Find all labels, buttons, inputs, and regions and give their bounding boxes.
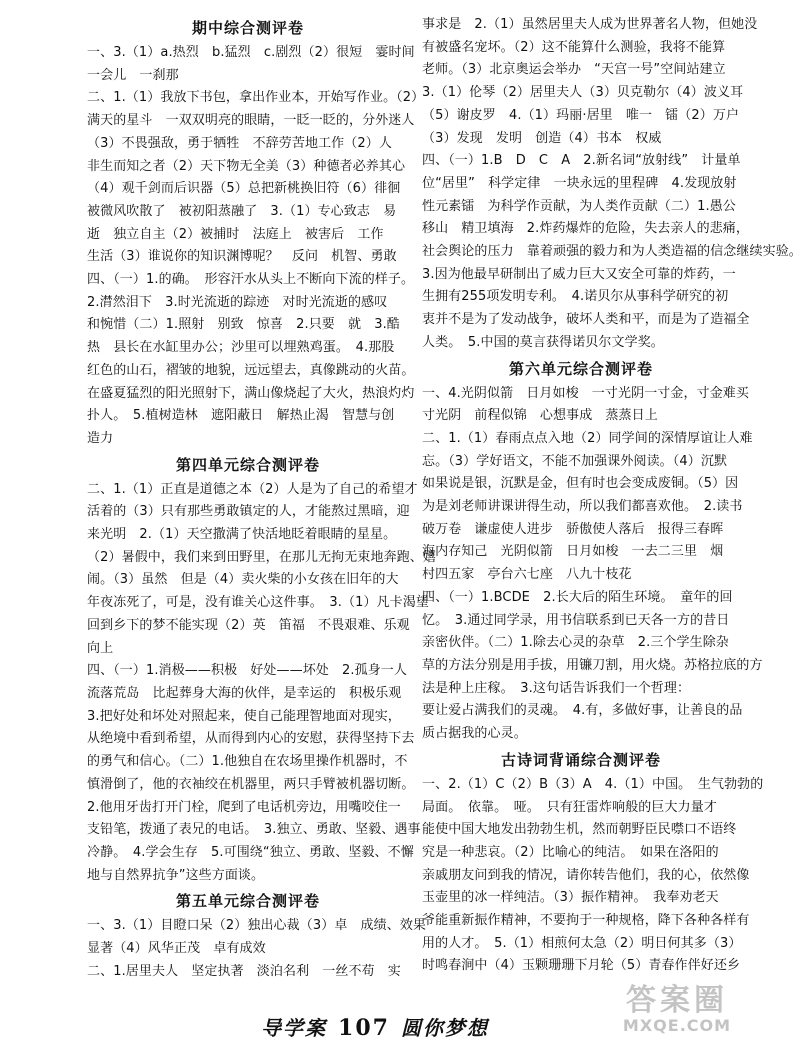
section-title: 古诗词背诵综合测评卷 <box>500 750 661 769</box>
answer-line: 亲戚朋友问到我的情况，请你转告他们，我的心，依然像 <box>422 867 750 883</box>
answer-line: 忘。（3）学好语文，不能不加强课外阅读。（4）沉默 <box>422 453 728 469</box>
answer-line: 质占据我的心灵。 <box>422 726 527 742</box>
answer-line: 局面。 依靠。 哑。 只有狂雷炸响般的巨大力量才 <box>422 799 717 815</box>
answer-line: 生拥有255项发明专利。 4.诺贝尔从事科学研究的初 <box>422 289 729 305</box>
answer-line: 法是种上庄稼。 3.这句话告诉我们一个哲理： <box>422 680 691 696</box>
answer-line: 地与自然界抗争”这些方面谈。 <box>87 867 265 883</box>
answer-line: 有被盛名宠坏。（2）这不能算什么测验，我将不能算 <box>422 39 726 55</box>
answer-line: 草的方法分别是用手拔，用镰刀割，用火烧。苏格拉底的方 <box>422 657 763 673</box>
answer-line: 四、（一）1.消极——积极 好处——坏处 2.孤身一人 <box>87 663 408 679</box>
answer-line: 3.因为他最早研制出了威力巨大又安全可靠的炸药，一 <box>422 266 736 282</box>
footer-left-text: 导学案 <box>261 1016 328 1040</box>
page-number: 107 <box>338 1015 390 1041</box>
answer-line: 3.把好处和坏处对照起来，使自己能理智地面对现实， <box>87 708 401 724</box>
answer-line: 冷静。 4.学会生存 5.可围绕“独立、勇敢、坚毅、不懈 <box>87 844 414 860</box>
section-title: 期中综合测评卷 <box>191 19 304 37</box>
answer-line: 爷能重新振作精神，不要拘于一种规格，降下各种各样有 <box>422 913 750 929</box>
answer-line: 人类。 5.中国的莫言获得诺贝尔文学奖。 <box>422 334 664 350</box>
answer-line: 慎滑倒了，他的衣袖绞在机器里，两只手臂被机器切断。 <box>87 776 415 792</box>
answer-line: 造力 <box>87 430 114 446</box>
answer-line: 和惋惜（二）1.照射 别致 惊喜 2.只要 就 3.酷 <box>87 317 400 333</box>
answer-line: 满天的星斗 一双双明亮的眼睛，一眨一眨的，分外迷人 <box>87 113 415 129</box>
watermark-logo <box>612 985 742 1041</box>
answer-line: 显著（4）风华正茂 卓有成效 <box>87 941 266 957</box>
answer-line: 能使中国大地发出勃勃生机，然而朝野臣民噤口不语终 <box>422 822 737 838</box>
answer-line: 破万卷 谦虚使人进步 骄傲使人落后 报得三春晖 <box>422 521 724 537</box>
answer-line: 二、1.居里夫人 坚定执著 淡泊名利 一丝不苟 实 <box>87 963 401 979</box>
answer-line: 热 县长在水缸里办公；沙里可以埋熟鸡蛋。 4.那股 <box>87 340 395 356</box>
section-title: 第五单元综合测评卷 <box>175 892 320 911</box>
answer-line: 来光明 2.（1）天空撒满了快活地眨着眼睛的星星。 <box>87 527 397 543</box>
answer-line: 如果说是银，沉默是金，但有时也会变成废铜。（5）因 <box>422 476 739 492</box>
answer-line: 年夜冻死了，可是，没有谁关心这件事。 3.（1）凡卡渴望 <box>87 595 429 611</box>
answer-line: 四、（一）1.B D C A 2.新名词“放射线” 计量单 <box>422 153 741 169</box>
answer-line: 要让爱占满我们的灵魂。 4.有，多做好事，让善良的品 <box>422 703 743 719</box>
answer-line: 流落荒岛 比起葬身大海的伙伴，是幸运的 积极乐观 <box>87 685 402 701</box>
answer-line: 玉壶里的冰一样纯洁。（3）振作精神。 我奉劝老天 <box>422 890 719 906</box>
answer-line: 衷并不是为了发动战争，破坏人类和平，而是为了造福全 <box>422 312 750 328</box>
answer-line: 海内存知己 光阴似箭 日月如梭 一去二三里 烟 <box>422 544 724 560</box>
answer-line: 回到乡下的梦不能实现（2）英 笛福 不畏艰难、乐观 <box>87 617 410 633</box>
answer-line: 活着的（3）只有那些勇敢镇定的人，才能熬过黑暗，迎 <box>87 504 410 520</box>
answer-line: 在盛夏猛烈的阳光照射下，满山像烧起了大火，热浪灼灼 <box>87 385 415 401</box>
answer-line: 支铅笔，拨通了表兄的电话。 3.独立、勇敢、坚毅、遇事 <box>87 822 421 838</box>
answer-line: 二、1.（1）正直是道德之本（2）人是为了自己的希望才 <box>87 481 418 497</box>
answer-line: 四、（一）1.的确。 形容汗水从头上不断向下流的样子。 <box>87 272 415 288</box>
answer-line: （2）暑假中，我们来到田野里，在那儿无拘无束地奔跑、嬉 <box>87 549 436 565</box>
answer-line: 红色的山石，褶皱的地貌，远远望去，真像跳动的火苗。 <box>87 362 415 378</box>
answer-line: 一会儿 一刹那 <box>87 67 179 83</box>
answer-line: 被微风吹散了 被初阳蒸融了 3.（1）专心致志 易 <box>87 203 397 219</box>
answer-line: 位“居里” 科学定律 一块永远的里程碑 4.发现放射 <box>422 175 737 191</box>
answer-line: 3.（1）伦琴（2）居里夫人（3）贝克勒尔（4）波义耳 <box>422 85 744 101</box>
section-title: 第六单元综合测评卷 <box>508 359 653 378</box>
answer-line: 向上 <box>87 640 114 656</box>
answer-line: 亲密伙伴。（二）1.除去心灵的杂草 2.三个学生除杂 <box>422 635 729 651</box>
answer-line: （3）不畏强敌，勇于牺牲 不辞劳苦地工作（2）人 <box>87 135 392 151</box>
watermark-bottom-text: MXQE.COM <box>622 1016 732 1035</box>
answer-line: 忆。 3.通过同学录，用书信联系到已天各一方的昔日 <box>422 612 730 628</box>
section-title: 第四单元综合测评卷 <box>175 455 320 474</box>
answer-line: 一、2.（1）C（2）B（3）A 4.（1）中国。 生气勃勃的 <box>422 776 764 792</box>
answer-line: （3）发现 发明 创造（4）书本 权威 <box>422 130 662 146</box>
answer-line: 社会舆论的压力 靠着顽强的毅力和为人类造福的信念继续实验。 <box>422 244 802 260</box>
answer-line: 时鸣春涧中（4）玉颗珊珊下月轮（5）青春作伴好还乡 <box>422 958 741 974</box>
answer-line: 逝 独立自主（2）被捕时 法庭上 被害后 工作 <box>87 226 384 242</box>
answer-line: 从绝境中看到希望，从而得到内心的安慰，获得坚持下去 <box>87 731 415 747</box>
answer-line: （4）观千剑而后识器（5）总把新桃换旧符（6）徘徊 <box>87 181 401 197</box>
answer-line: 为是刘老师讲课讲得生动，所以我们都喜欢他。 2.读书 <box>422 499 743 515</box>
answer-line: 一、3.（1）a.热烈 b.猛烈 c.剧烈（2）很短 霎时间 <box>87 45 415 60</box>
answer-line: 的勇气和信心。（二）1.他独自在农场里操作机器时，不 <box>87 754 408 770</box>
answer-line: 二、1.（1）春雨点点入地（2）同学间的深情厚谊让人难 <box>422 430 753 446</box>
answer-line: 一、4.光阴似箭 日月如梭 一寸光阴一寸金，寸金难买 <box>422 385 750 401</box>
answer-line: 生活（3）谁说你的知识渊博呢？ 反问 机智、勇敢 <box>87 249 397 265</box>
answer-line: 村四五家 亭台六七座 八九十枝花 <box>422 567 632 583</box>
answer-line: 一、3.（1）目瞪口呆（2）独出心裁（3）卓 成绩、效果 <box>87 918 427 934</box>
answer-line: 四、（一）1.BCDE 2.长大后的陌生环境。 童年的回 <box>422 589 733 605</box>
answer-line: 2.潸然泪下 3.时光流逝的踪迹 对时光流逝的感叹 <box>87 294 388 310</box>
footer-right-text: 圆你梦想 <box>400 1016 489 1040</box>
answer-line: 事求是 2.（1）虽然居里夫人成为世界著名人物，但她没 <box>422 17 758 32</box>
answer-line: （5）谢皮罗 4.（1）玛丽·居里 唯一 镭（2）万户 <box>422 107 740 123</box>
answer-line: 二、1.（1）我放下书包，拿出作业本，开始写作业。（2） <box>87 90 425 106</box>
answer-line: 性元素镭 为科学作贡献，为人类作贡献（二）1.愚公 <box>422 198 736 214</box>
answer-line: 2.他用牙齿打开门栓，爬到了电话机旁边，用嘴咬住一 <box>87 799 401 815</box>
answer-line: 扑人。 5.植树造林 遮阳蔽日 解热止渴 智慧与创 <box>87 408 395 424</box>
left-column <box>87 14 436 983</box>
answer-line: 非生而知之者（2）天下物无全美（3）种德者必养其心 <box>87 158 406 174</box>
answer-line: 老师。（3）北京奥运会举办 “天宫一号”空间站建立 <box>422 62 726 78</box>
answer-line: 移山 精卫填海 2.炸药爆炸的危险，失去亲人的悲痛， <box>422 221 750 237</box>
answer-line: 寸光阴 前程似锦 心想事成 蒸蒸日上 <box>422 408 658 424</box>
answer-line: 闹。（3）虽然 但是（4）卖火柴的小女孩在旧年的大 <box>87 572 399 588</box>
answer-line: 究是一种悲哀。（2）比喻心的纯洁。 如果在洛阳的 <box>422 844 719 860</box>
right-column <box>422 14 802 978</box>
watermark-top-text: 答案圈 <box>626 983 728 1018</box>
answer-line: 用的人才。 5.（1）相煎何太急（2）明日何其多（3） <box>422 935 742 951</box>
